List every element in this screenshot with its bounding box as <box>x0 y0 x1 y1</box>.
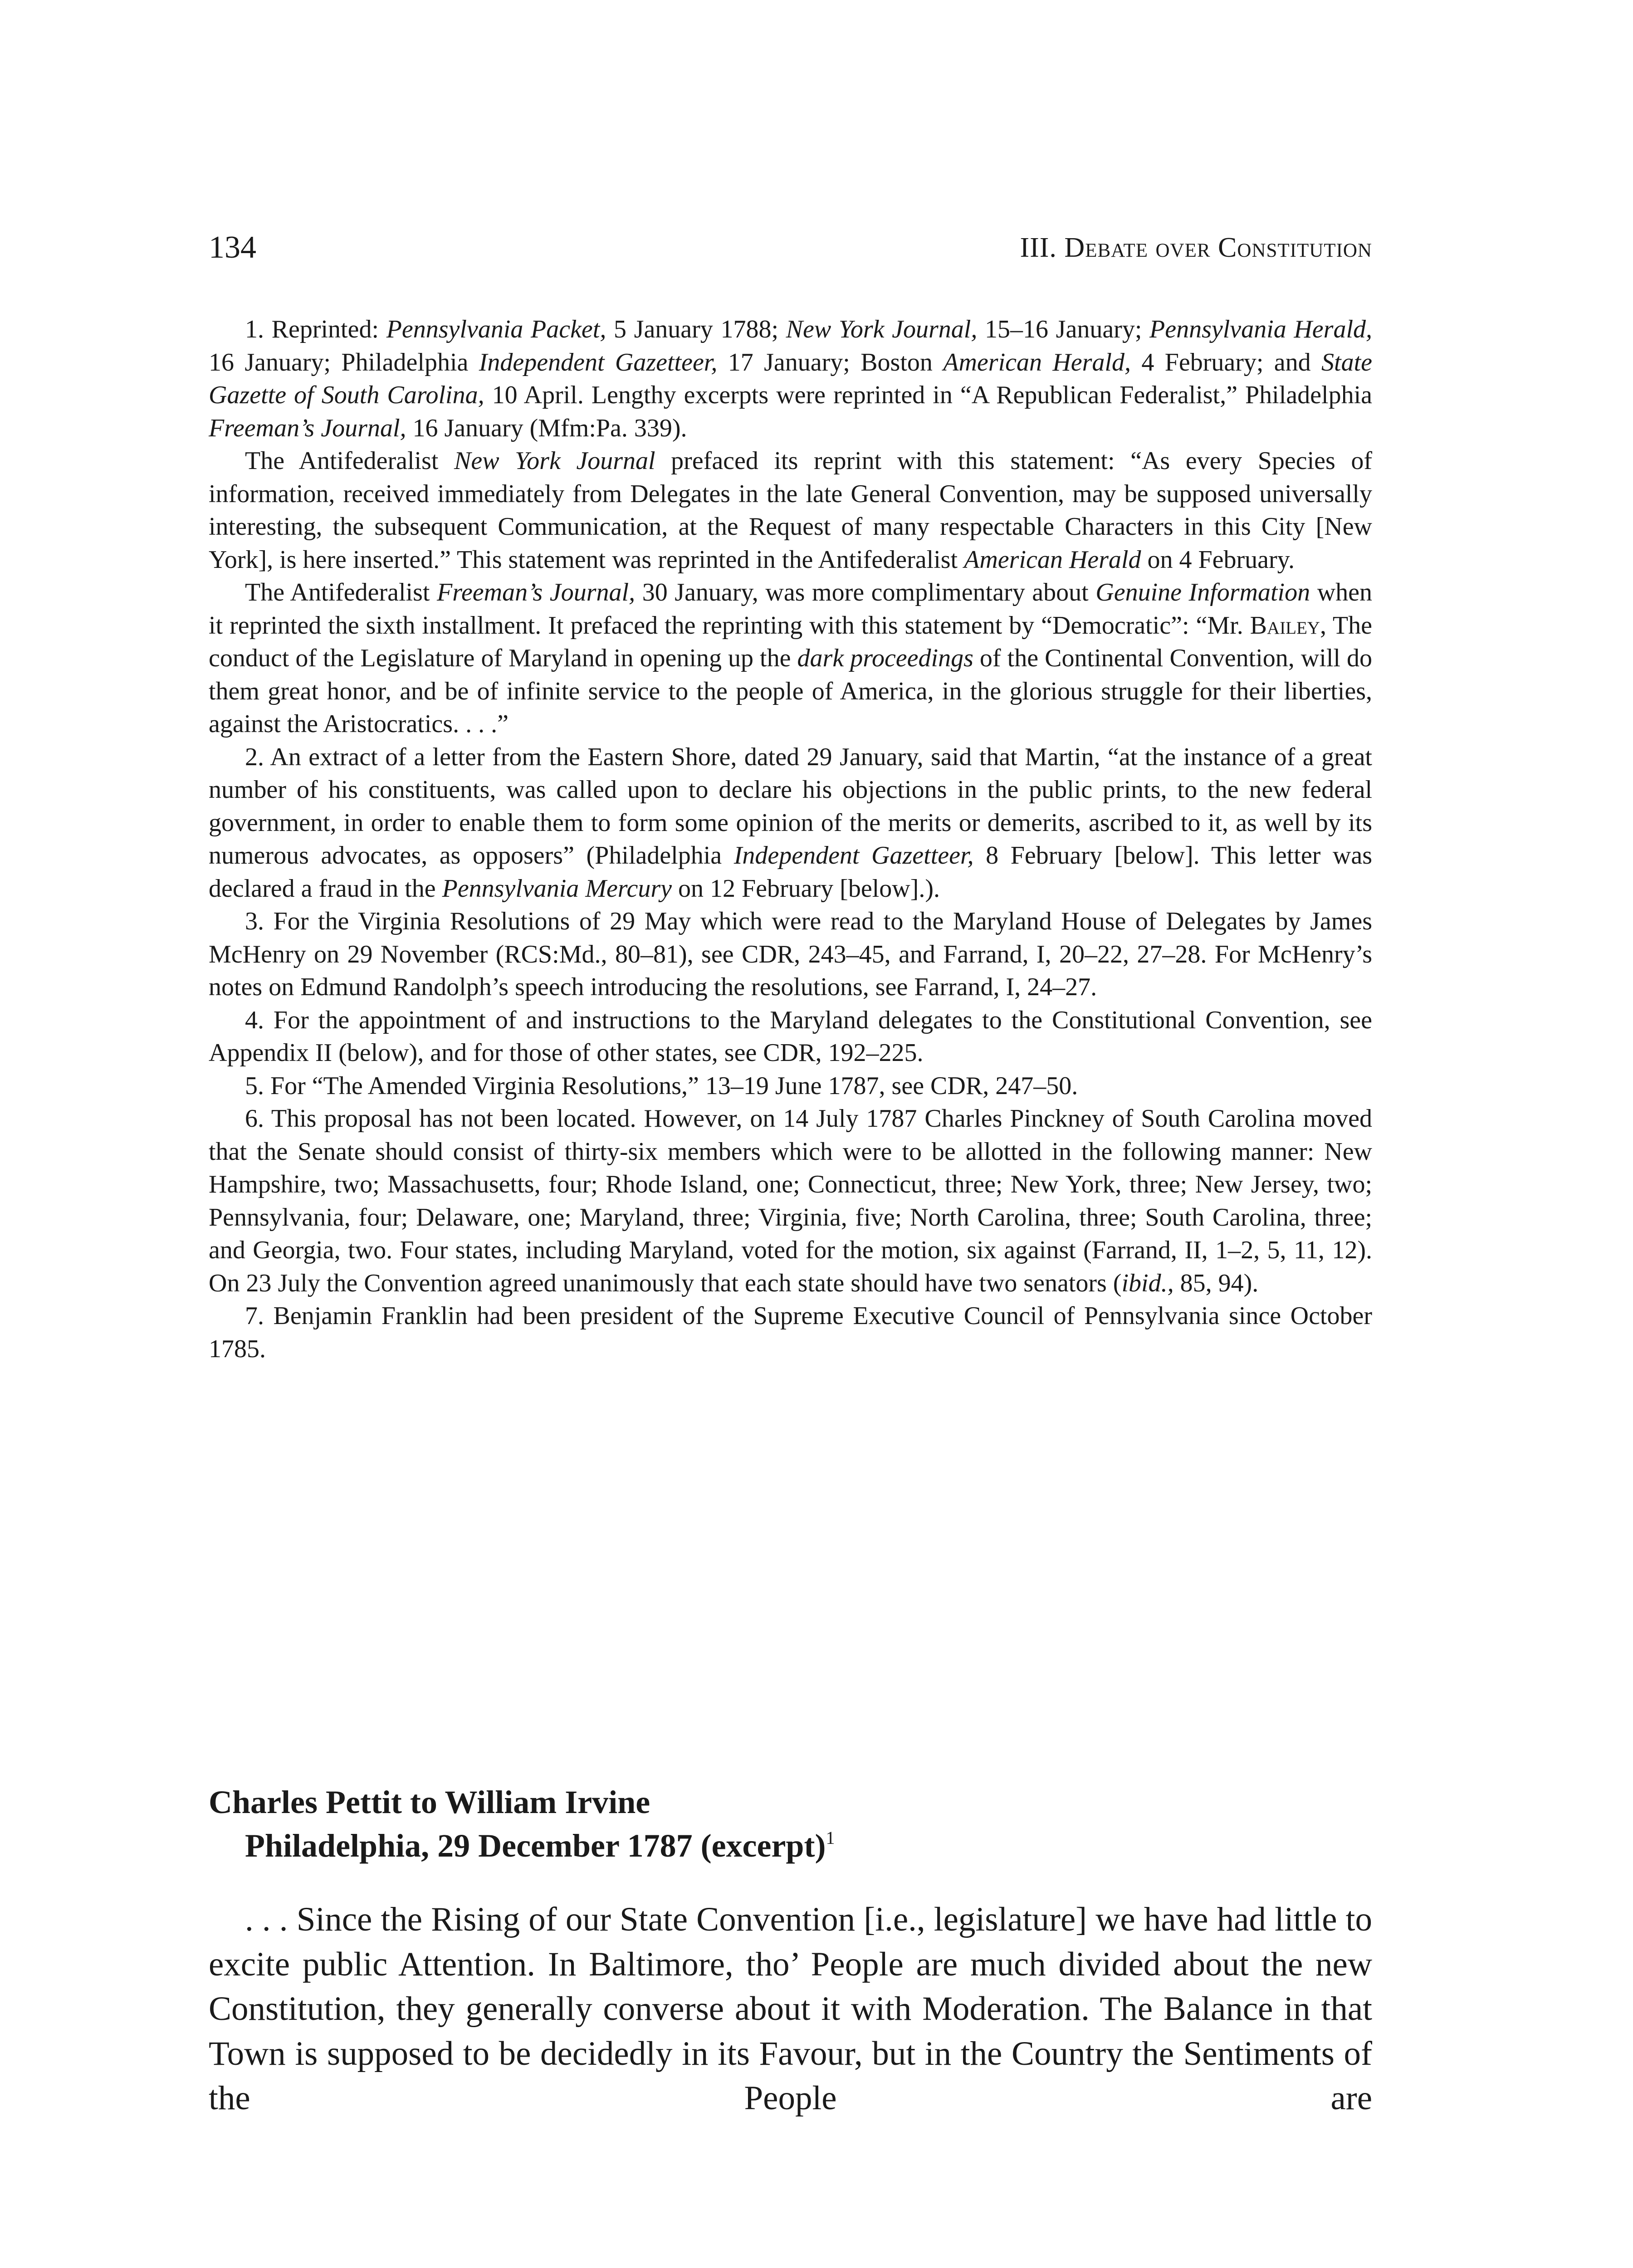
note-text: 8 February [below]. This letter was declared a fraud in the <box>209 841 1372 903</box>
note-text: on 12 February [below].). <box>672 874 940 903</box>
editorial-note <box>209 576 1372 741</box>
italic-text: Genuine Information <box>1095 578 1310 606</box>
italic-text: Pennsylvania Herald, <box>1149 315 1373 343</box>
editorial-note <box>209 313 1372 445</box>
note-text: 16 January (Mfm:Pa. 339). <box>406 414 687 442</box>
note-text: 30 January, was more complimentary about <box>635 578 1096 606</box>
italic-text: Freeman’s Journal, <box>209 414 406 442</box>
note-text: 1. Reprinted: <box>245 315 386 343</box>
italic-text: Independent Gazetteer, <box>733 841 974 870</box>
note-text: 3. For the Virginia Resolutions of 29 May which were read to the Maryland House of Delegates by James McHenry on 29 November (RCS:Md., 80–81), see CDR, 243–45, and Farrand, I, 20–22, 27–28. For McHenry’s notes on Edmund Randolph’s speech introducing the resolutions, see Farrand, I, 24–27. <box>209 907 1372 1001</box>
note-text: prefaced its reprint with this statement: “As every Species of information, received immediately from Delegates in the late General Convention, may be supposed universally interesting, the subsequent Communication, at the Request of many respectable Characters in this City [New York], is here inserted.” This statement was reprinted in the Antifederalist <box>209 447 1372 574</box>
italic-text: Pennsylvania Packet, <box>386 315 606 343</box>
italic-text: ibid., <box>1121 1269 1174 1297</box>
note-text: when it reprinted the sixth installment. It prefaced the reprinting with this statement by “Democratic”: “Mr. <box>209 578 1372 640</box>
editorial-note <box>209 1300 1372 1365</box>
note-text: on 4 February. <box>1141 545 1295 574</box>
note-text: 4 February; and <box>1131 348 1322 376</box>
note-text: 2. An extract of a letter from the Eastern Shore, dated 29 January, said that Martin, “at the instance of a great number of his constituents, was called upon to declare his objections in the public prints, to the new federal government, in order to enable them to form some opinion of the merits or demerits, ascribed to it, as well by its numerous advocates, as opposers” (Philadelphia <box>209 743 1372 870</box>
editorial-note <box>209 741 1372 905</box>
note-text: 4. For the appointment of and instructions to the Maryland delegates to the Constitutional Convention, see Appendix II (below), and for those of other states, see CDR, 192–225. <box>209 1006 1372 1067</box>
note-text: 15–16 January; <box>977 315 1150 343</box>
italic-text: American Herald <box>964 545 1141 574</box>
italic-text: New York Journal, <box>786 315 978 343</box>
note-text: 16 January; Philadelphia <box>209 348 479 376</box>
italic-text: American Herald, <box>943 348 1131 376</box>
page-header <box>209 226 1372 269</box>
note-text: The Antifederalist <box>245 447 455 475</box>
editorial-notes <box>209 313 1372 1365</box>
small-caps-text: Bailey <box>1250 611 1320 640</box>
document-title: Charles Pettit to William Irvine <box>209 1784 650 1820</box>
note-text: of the Continental Convention, will do them great honor, and be of infinite service to the people of America, in the glorious struggle for their liberties, against the Aristocratics. . . .” <box>209 644 1373 738</box>
note-text: 10 April. Lengthy excerpts were reprinted in “A Republican Federalist,” Philadelphia <box>484 381 1372 409</box>
editorial-note <box>209 1102 1372 1300</box>
note-text: The Antifederalist <box>245 578 437 606</box>
note-text: 5. For “The Amended Virginia Resolutions,” 13–19 June 1787, see CDR, 247–50. <box>245 1071 1078 1100</box>
document-dateline <box>209 1824 1372 1867</box>
italic-text: New York Journal <box>454 447 655 475</box>
editorial-note <box>209 1004 1372 1070</box>
document-heading <box>209 1780 1372 1867</box>
italic-text: State Gazette of South Carolina, <box>209 348 1373 409</box>
editorial-note <box>209 445 1372 576</box>
note-text: 6. This proposal has not been located. However, on 14 July 1787 Charles Pinckney of South Carolina moved that the Senate should consist of thirty-six members which were to be allotted in the following manner: New Hampshire, two; Massachusetts, four; Rhode Island, one; Connecticut, three; New York, three; New Jersey, two; Pennsylvania, four; Delaware, one; Maryland, three; Virginia, five; North Carolina, three; South Carolina, three; and Georgia, two. Four states, including Maryland, voted for the motion, six against (Farrand, II, 1–2, 5, 11, 12). On 23 July the Convention agreed unanimously that each state should have two senators ( <box>209 1105 1372 1297</box>
italic-text: Pennsylvania Mercury <box>442 874 672 903</box>
note-text: 5 January 1788; <box>606 315 786 343</box>
note-text: 85, 94). <box>1173 1269 1259 1297</box>
page-number: 134 <box>209 230 256 265</box>
note-text: , The conduct of the Legislature of Maryland in opening up the <box>209 611 1372 672</box>
note-text: 7. Benjamin Franklin had been president of the Supreme Executive Council of Pennsylvania since October 1785. <box>209 1302 1372 1363</box>
italic-text: Independent Gazetteer, <box>479 348 718 376</box>
document-dateline-text: Philadelphia, 29 December 1787 (excerpt) <box>245 1828 826 1864</box>
running-head: III. Debate over Constitution <box>1020 232 1372 263</box>
italic-text: dark proceedings <box>797 644 973 672</box>
italic-text: Freeman’s Journal, <box>437 578 636 606</box>
note-text: 17 January; Boston <box>717 348 944 376</box>
editorial-note <box>209 905 1372 1004</box>
editorial-note <box>209 1070 1372 1103</box>
document-body: . . . Since the Rising of our State Convention [i.e., legislature] we have had little to excite public Attention. In Baltimore, tho’ People are much divided about the new Constitution, they generally converse about it with Moderation. The Balance in that Town is supposed to be decidedly in its Favour, but in the Country the Sentiments of the People are <box>209 1901 1372 2117</box>
footnote-marker: 1 <box>826 1828 835 1848</box>
